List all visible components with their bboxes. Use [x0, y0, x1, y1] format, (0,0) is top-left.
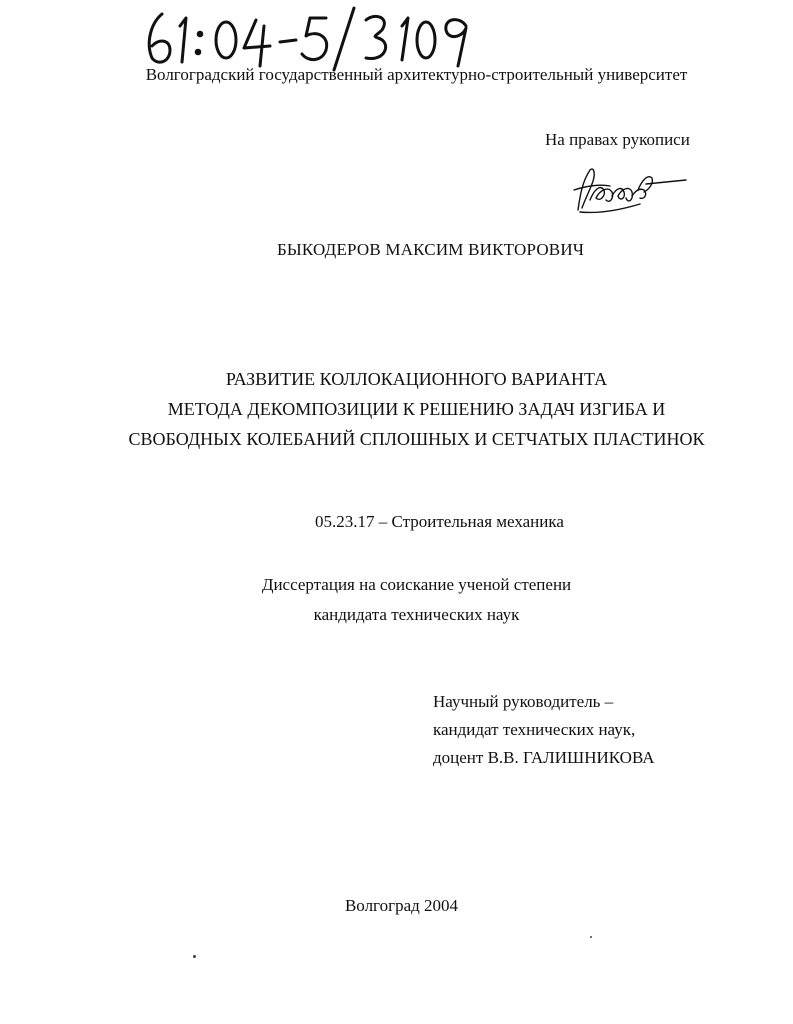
supervisor-line: Научный руководитель –: [433, 692, 614, 711]
dissertation-title: [0, 364, 793, 454]
author-name: БЫКОДЕРОВ МАКСИМ ВИКТОРОВИЧ: [276, 240, 585, 259]
specialty-code: 05.23.17 – Строительная механика: [315, 512, 564, 531]
degree-statement: [0, 570, 793, 630]
city-year: Волгоград 2004: [344, 896, 459, 915]
degree-line: Диссертация на соискание ученой степени: [261, 575, 572, 594]
signature-drawing: [560, 160, 690, 216]
scan-speck: [590, 936, 592, 938]
supervisor-block: [433, 688, 655, 772]
title-line: СВОБОДНЫХ КОЛЕБАНИЙ СПЛОШНЫХ И СЕТЧАТЫХ ПЛАСТИНОК: [128, 429, 705, 449]
rights-note: На правах рукописи: [545, 130, 690, 149]
title-line: РАЗВИТИЕ КОЛЛОКАЦИОННОГО ВАРИАНТА: [225, 369, 608, 389]
supervisor-line: доцент В.В. ГАЛИШНИКОВА: [433, 748, 655, 767]
supervisor-line: кандидат технических наук,: [433, 720, 636, 739]
scan-speck: [193, 955, 196, 958]
handwritten-code-drawing: [140, 4, 480, 72]
title-line: МЕТОДА ДЕКОМПОЗИЦИИ К РЕШЕНИЮ ЗАДАЧ ИЗГИБА И: [167, 399, 666, 419]
degree-line: кандидата технических наук: [313, 605, 520, 624]
university-name: Волгоградский государственный архитектурно-строительный университет: [145, 65, 688, 84]
handwritten-archive-code: [140, 4, 480, 72]
author-signature: [560, 160, 690, 216]
